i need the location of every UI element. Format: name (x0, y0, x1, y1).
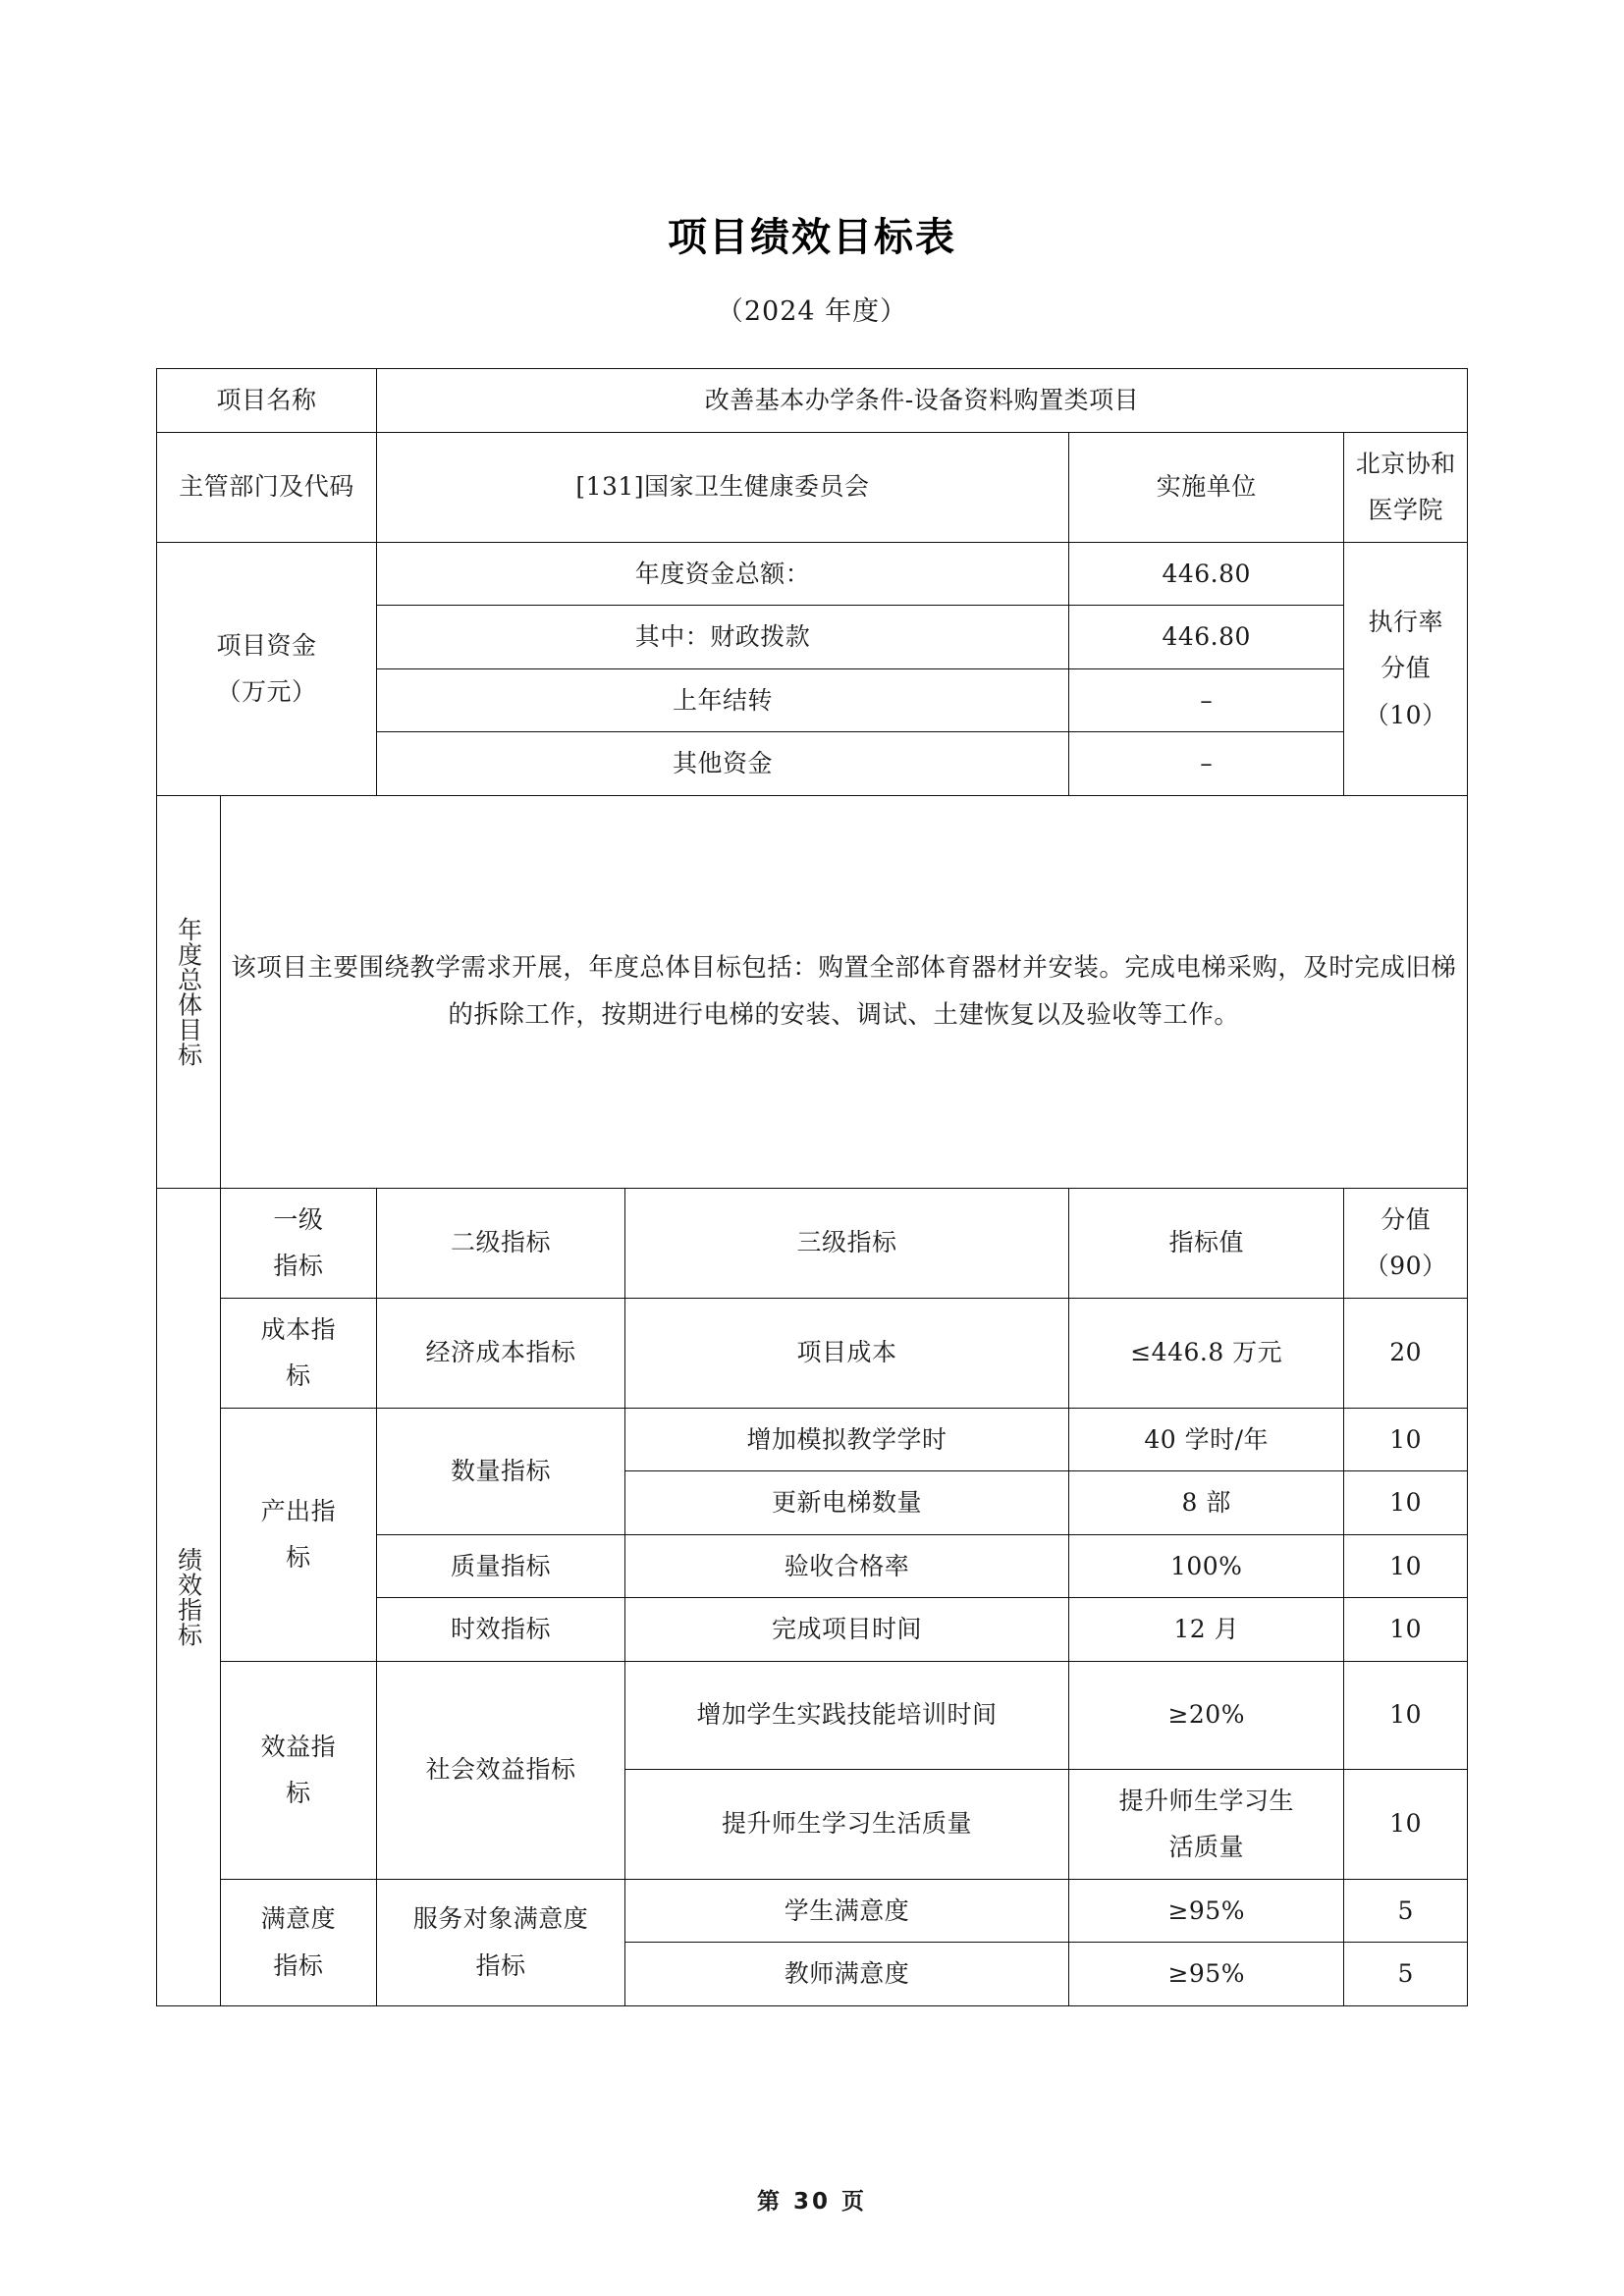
cell-target-value: ≥95% (1069, 1943, 1344, 2006)
table-row-indicator (157, 1879, 1468, 1943)
cell-score: 10 (1344, 1661, 1468, 1769)
table-row-project-name (157, 369, 1468, 433)
cell-level3: 完成项目时间 (625, 1598, 1069, 1662)
implementing-unit-label: 实施单位 (1069, 432, 1344, 542)
execution-rate-line3: （10） (1364, 700, 1447, 729)
cell-target-value: ≥95% (1069, 1879, 1344, 1943)
cell-level3: 教师满意度 (625, 1943, 1069, 2006)
header-level1-line1: 一级 (273, 1204, 324, 1234)
execution-rate-line2: 分值 (1380, 654, 1432, 683)
cell-level2 (376, 1879, 624, 2005)
header-score (1344, 1188, 1468, 1298)
cell-level1-line1: 成本指 (260, 1314, 337, 1344)
cell-level2: 经济成本指标 (376, 1298, 624, 1408)
cell-level3: 验收合格率 (625, 1534, 1069, 1598)
cell-level1 (220, 1408, 376, 1661)
implementing-unit-value: 北京协和医学院 (1344, 432, 1468, 542)
cell-score: 10 (1344, 1408, 1468, 1471)
cell-level1-line1: 满意度 (260, 1904, 337, 1933)
page-number: 30 (792, 2189, 831, 2215)
cell-target-value: ≥20% (1069, 1661, 1344, 1769)
department-value: [131]国家卫生健康委员会 (376, 432, 1068, 542)
cell-level2: 社会效益指标 (376, 1661, 624, 1879)
page-footer (0, 2183, 1624, 2216)
page-footer-prefix: 第 (756, 2189, 783, 2215)
table-row-annual-goal (157, 795, 1468, 1188)
page-footer-suffix: 页 (841, 2189, 868, 2215)
cell-score: 10 (1344, 1598, 1468, 1662)
cell-score: 10 (1344, 1534, 1468, 1598)
cell-target-value-line2: 活质量 (1168, 1833, 1244, 1861)
cell-level3: 更新电梯数量 (625, 1471, 1069, 1535)
cell-level2: 质量指标 (376, 1534, 624, 1598)
cell-target-value: 8 部 (1069, 1471, 1344, 1535)
cell-level3: 项目成本 (625, 1298, 1069, 1408)
table-row-fund-total (157, 542, 1468, 606)
annual-goal-label-text: 年度总体目标 (174, 916, 203, 1067)
cell-level2-line1: 服务对象满意度 (412, 1904, 589, 1933)
cell-target-value: 100% (1069, 1534, 1344, 1598)
fund-row-label: 上年结转 (376, 668, 1068, 732)
project-funds-label (157, 542, 377, 795)
performance-indicator-label-text: 绩效指标 (174, 1546, 203, 1647)
header-level3: 三级指标 (625, 1188, 1069, 1298)
header-level1-line2: 指标 (273, 1252, 324, 1280)
header-score-line1: 分值 (1380, 1204, 1432, 1234)
fund-row-value: 446.80 (1069, 542, 1344, 606)
cell-level1-line2: 标 (286, 1779, 311, 1807)
cell-level3: 学生满意度 (625, 1879, 1069, 1943)
cell-level2: 时效指标 (376, 1598, 624, 1662)
project-name-label: 项目名称 (157, 369, 377, 433)
cell-level1 (220, 1298, 376, 1408)
fund-row-label: 其中：财政拨款 (376, 606, 1068, 669)
department-label: 主管部门及代码 (157, 432, 377, 542)
cell-target-value: ≤446.8 万元 (1069, 1298, 1344, 1408)
cell-score: 5 (1344, 1879, 1468, 1943)
performance-indicator-label (157, 1188, 221, 2005)
cell-score: 10 (1344, 1471, 1468, 1535)
page-title: 项目绩效目标表 (668, 215, 956, 260)
cell-target-value: 40 学时/年 (1069, 1408, 1344, 1471)
cell-level3: 提升师生学习生活质量 (625, 1769, 1069, 1879)
execution-rate-line1: 执行率 (1368, 607, 1443, 636)
fund-row-value: – (1069, 732, 1344, 796)
project-funds-label-line1: 项目资金 (216, 630, 317, 660)
performance-target-table (156, 368, 1468, 2006)
cell-target-value-line1: 提升师生学习生 (1118, 1786, 1294, 1815)
header-score-line2: （90） (1364, 1252, 1447, 1280)
cell-level1-line2: 标 (286, 1543, 311, 1572)
header-level2: 二级指标 (376, 1188, 624, 1298)
cell-level1-line2: 指标 (273, 1950, 324, 1980)
table-row-indicator (157, 1298, 1468, 1408)
performance-target-table-wrapper (0, 325, 1624, 2006)
project-funds-label-line2: （万元） (216, 677, 317, 706)
cell-level1-line1: 产出指 (260, 1496, 337, 1525)
execution-rate-score-cell (1344, 542, 1468, 795)
cell-level1-line2: 标 (286, 1362, 311, 1390)
fund-row-label: 其他资金 (376, 732, 1068, 796)
header-level1 (220, 1188, 376, 1298)
project-name-value: 改善基本办学条件-设备资料购置类项目 (376, 369, 1467, 433)
fund-row-value: – (1069, 668, 1344, 732)
annual-goal-label (157, 795, 221, 1188)
cell-level2: 数量指标 (376, 1408, 624, 1534)
table-row-department (157, 432, 1468, 542)
table-row-indicator-header (157, 1188, 1468, 1298)
fund-row-label: 年度资金总额： (376, 542, 1068, 606)
cell-score: 20 (1344, 1298, 1468, 1408)
table-row-indicator (157, 1408, 1468, 1471)
annual-goal-text: 该项目主要围绕教学需求开展，年度总体目标包括：购置全部体育器材并安装。完成电梯采购，及时完成旧梯的拆除工作，按期进行电梯的安装、调试、土建恢复以及验收等工作。 (220, 795, 1467, 1188)
cell-score: 5 (1344, 1943, 1468, 2006)
cell-level3: 增加模拟教学学时 (625, 1408, 1069, 1471)
cell-level1 (220, 1879, 376, 2005)
cell-target-value (1069, 1769, 1344, 1879)
fund-row-value: 446.80 (1069, 606, 1344, 669)
cell-level1 (220, 1661, 376, 1879)
cell-target-value: 12 月 (1069, 1598, 1344, 1662)
table-row-indicator (157, 1661, 1468, 1769)
cell-level2-line2: 指标 (475, 1950, 526, 1980)
header-target-value: 指标值 (1069, 1188, 1344, 1298)
cell-score: 10 (1344, 1769, 1468, 1879)
cell-level1-line1: 效益指 (260, 1732, 337, 1761)
cell-level3: 增加学生实践技能培训时间 (625, 1661, 1069, 1769)
page-subtitle: （2024 年度） (716, 296, 908, 327)
